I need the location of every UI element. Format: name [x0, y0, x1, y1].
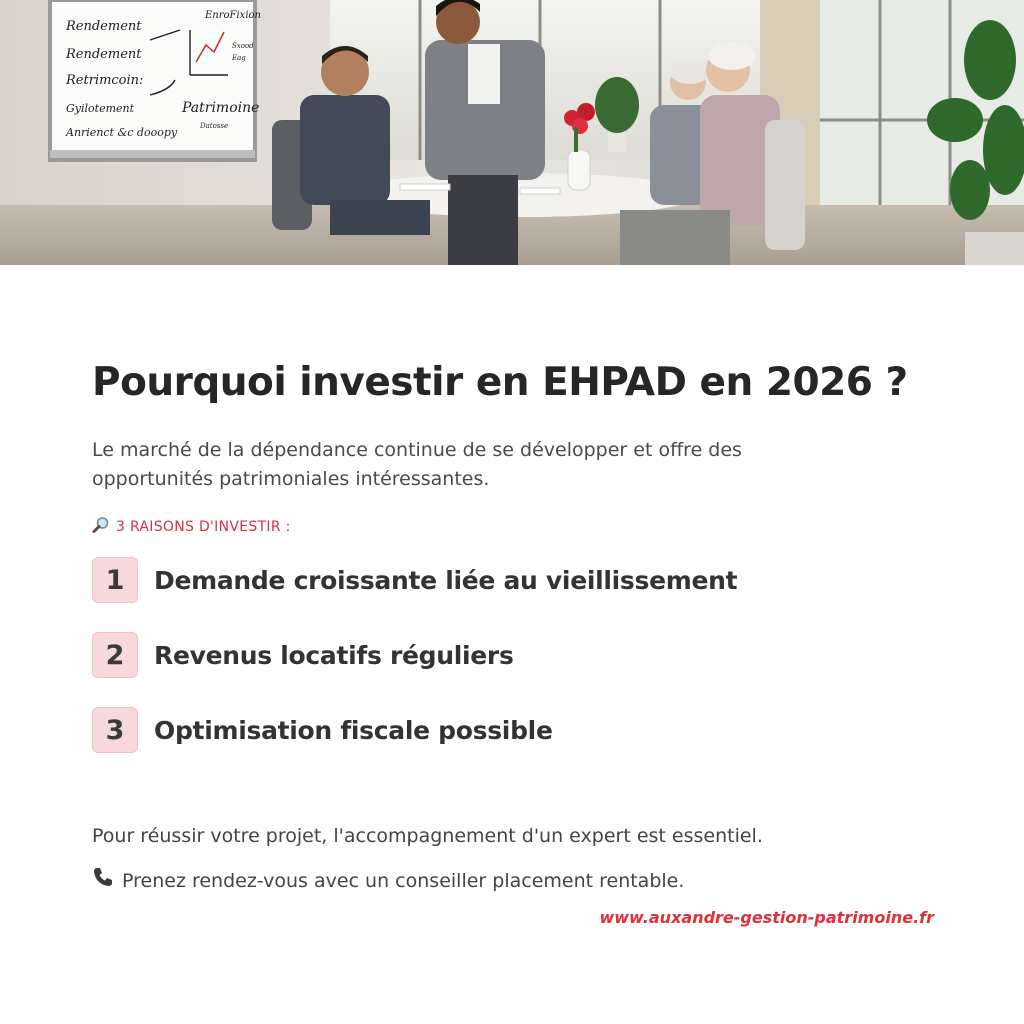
- whiteboard-line: Retrimcoin:: [66, 73, 144, 88]
- whiteboard-line: Gyilotement: [66, 102, 135, 115]
- magnifier-icon: [92, 516, 110, 538]
- whiteboard-note-small: Datosse: [200, 122, 229, 130]
- whiteboard-line: Rendement: [66, 19, 142, 34]
- cta-line: [92, 866, 952, 896]
- reasons-list: [92, 556, 942, 754]
- cta-text: Prenez rendez-vous avec un conseiller placement rentable.: [122, 870, 685, 892]
- list-item: [92, 556, 942, 604]
- reason-number-badge: 3: [92, 707, 138, 753]
- reason-text: Demande croissante liée au vieillissement: [154, 565, 738, 595]
- hero-photo: [0, 0, 1024, 265]
- raisons-heading: [92, 516, 942, 538]
- raisons-label: 3 RAISONS D'INVESTIR :: [116, 519, 291, 535]
- reason-text: Revenus locatifs réguliers: [154, 640, 514, 670]
- reason-text: Optimisation fiscale possible: [154, 715, 553, 745]
- whiteboard-line: Rendement: [66, 47, 142, 62]
- website-link[interactable]: www.auxandre-gestion-patrimoine.fr: [599, 908, 934, 927]
- whiteboard: [50, 0, 261, 160]
- whiteboard-chart-side: Eag: [232, 54, 246, 62]
- whiteboard-line: Anrienct &c dooopy: [66, 126, 178, 139]
- page-title: Pourquoi investir en EHPAD en 2026 ?: [92, 360, 908, 405]
- intro-text: Le marché de la dépendance continue de se développer et offre des opportunités patrimoniales intéressantes.: [92, 439, 742, 490]
- reason-number-badge: 1: [92, 557, 138, 603]
- whiteboard-chart-label: EnroFixion: [205, 10, 261, 21]
- list-item: [92, 706, 942, 754]
- phone-icon: [92, 866, 114, 896]
- whiteboard-note: Patrimoine: [182, 100, 260, 116]
- reason-number-badge: 2: [92, 632, 138, 678]
- list-item: [92, 631, 942, 679]
- whiteboard-chart-side: Sxood: [232, 42, 254, 50]
- article-body: [92, 356, 942, 754]
- closing-text: Pour réussir votre projet, l'accompagnement d'un expert est essentiel.: [92, 825, 763, 847]
